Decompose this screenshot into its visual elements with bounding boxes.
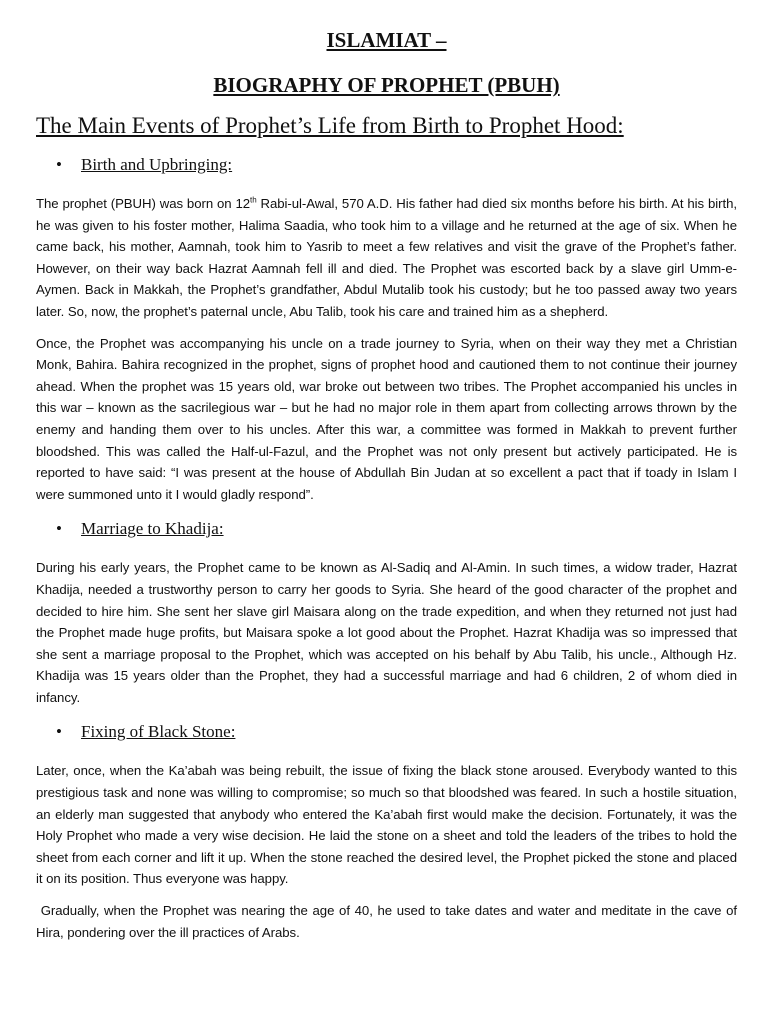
bullet-icon: • <box>56 519 62 539</box>
section-heading-text: Fixing of Black Stone: <box>81 722 236 742</box>
section-heading-marriage <box>36 517 737 541</box>
paragraph-text: The prophet (PBUH) was born on 12 <box>36 196 251 211</box>
section-heading-black-stone <box>36 720 737 744</box>
main-heading: The Main Events of Prophet’s Life from Birth to Prophet Hood: <box>36 113 624 138</box>
ordinal-suffix: th <box>250 195 257 205</box>
paragraph-birth-2: Once, the Prophet was accompanying his uncle on a trade journey to Syria, when on their way they met a Christian Monk, Bahira. Bahira recognized in the prophet, signs of prophet hood and cautioned them to not continue their journey ahead. When the prophet was 15 years old, war broke out between two tribes. The Prophet accompanied his uncles in this war – known as the sacrilegious war – but he had no major role in them apart from collecting arrows thrown by the enemy and handing them over to his uncles. After this war, a committee was formed in Makkah to prevent further bloodshed. This was called the Half-ul-Fazul, and the Prophet was not only present but actively participated. He is reported to have said: “I was present at the house of Abdullah Bin Judan at so excellent a pact that if toady in Islam I were summoned unto it I would gladly respond”. <box>36 335 737 502</box>
paragraph-text: Rabi-ul-Awal, 570 A.D. His father had died six months before his birth. At his birth, he was given to his foster mother, Halima Saadia, who took him to a village and he returned at the age of six. When he came back, his mother, Aamnah, took him to Yasrib to meet a few relatives and visit the grave of the Prophet’s father. However, on their way back Hazrat Aamnah fell ill and died. The Prophet was escorted back by a slave girl Umm-e-Aymen. Back in Makkah, the Prophet’s grandfather, Abdul Mutalib took his custody; but he too passed away two years later. So, now, the prophet’s paternal uncle, Abu Talib, took his care and trained him as a shepherd. <box>36 196 737 319</box>
document-title-line1: ISLAMIAT – <box>326 28 447 52</box>
bullet-icon: • <box>56 722 62 742</box>
bullet-icon: • <box>56 155 62 174</box>
paragraph-black-stone-2: Gradually, when the Prophet was nearing the age of 40, he used to take dates and water and meditate in the cave of Hira, pondering over the ill practices of Arabs. <box>36 903 741 940</box>
document-title-line2: BIOGRAPHY OF PROPHET (PBUH) <box>213 73 560 97</box>
section-heading-text: Birth and Upbringing: <box>81 155 233 174</box>
section-heading-text: Marriage to Khadija: <box>81 519 224 539</box>
paragraph-marriage-1: During his early years, the Prophet came to be known as Al-Sadiq and Al-Amin. In such times, a widow trader, Hazrat Khadija, needed a trustworthy person to carry her goods to Syria. She heard of the good character of the prophet and decided to hire him. She sent her slave girl Maisara along on the trade expedition, and when they returned not just had the Prophet made huge profits, but Maisara spoke a lot good about the Prophet. Hazrat Khadija was so impressed that she sent a marriage proposal to the Prophet, which was accepted on his behalf by Abu Talib, his uncle., Although Hz. Khadija was 15 years older than the Prophet, they had a successful marriage and had 6 children, 2 of whom died in infancy. <box>36 560 737 705</box>
document-page <box>36 26 741 943</box>
paragraph-birth-1 <box>36 193 737 323</box>
paragraph-black-stone-1: Later, once, when the Ka’abah was being rebuilt, the issue of fixing the black stone aroused. Everybody wanted to this prestigious task and none was willing to compromise; so much so that bloodshed was feared. In such a hostile situation, an elderly man suggested that anybody who entered the Ka’abah first would make the decision. Fortunately, it was the Holy Prophet who made a very wise decision. He laid the stone on a sheet and told the leaders of the tribes to hold the sheet from each corner and lift it up. When the stone reached the desired level, the Prophet picked the stone and placed it on its position. Thus everyone was happy. <box>36 763 737 887</box>
section-heading-birth <box>36 153 737 177</box>
